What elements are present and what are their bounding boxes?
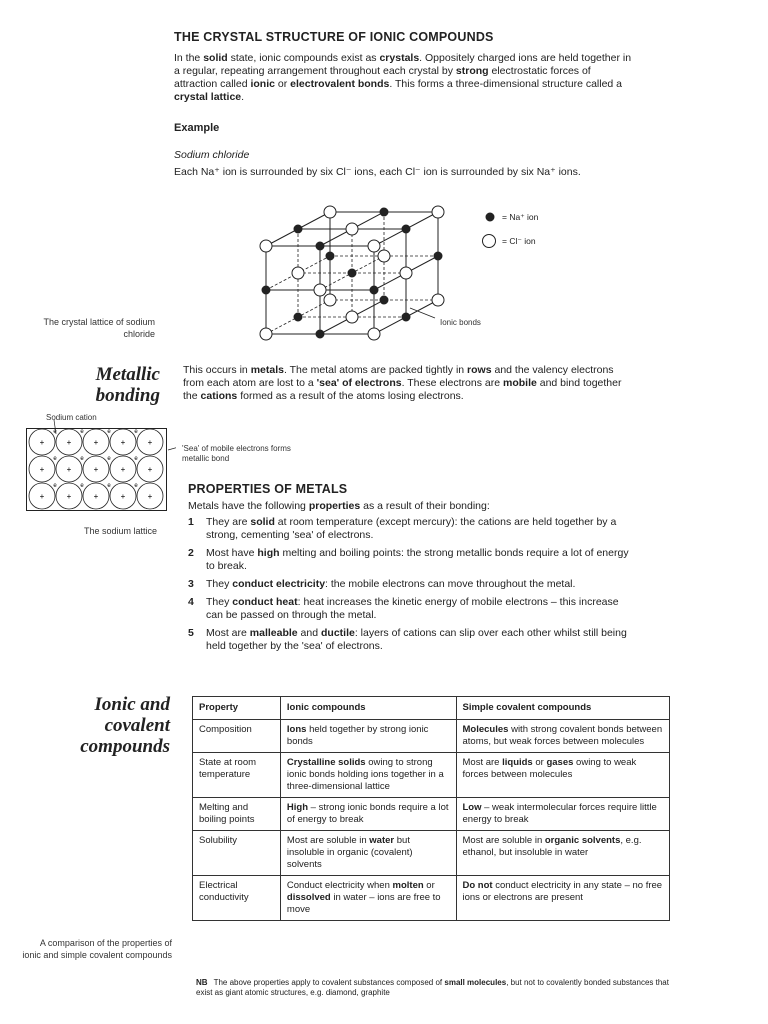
list-item [188, 578, 638, 591]
electron-label: e [80, 456, 84, 462]
list-item-text: They conduct electricity: the mobile electrons can move throughout the metal. [206, 578, 576, 590]
table-cell-ionic: Ions held together by strong ionic bonds [280, 720, 456, 753]
cation-plus-sign: + [39, 438, 45, 447]
example-name: Sodium chloride [174, 149, 250, 161]
electron-label: e [53, 483, 57, 489]
section-title-properties: PROPERTIES OF METALS [188, 482, 348, 496]
table-row [193, 876, 670, 921]
cation-plus-sign: + [147, 492, 153, 501]
table-cell-covalent: Most are soluble in organic solvents, e.g. ethanol, but insoluble in water [456, 831, 670, 876]
cation-plus-sign: + [120, 492, 126, 501]
section-title-crystal: THE CRYSTAL STRUCTURE OF IONIC COMPOUNDS [174, 30, 494, 44]
list-item-number: 4 [188, 596, 194, 608]
comparison-caption: A comparison of the properties of ionic and simple covalent compounds [22, 938, 172, 960]
cation-plus-sign: + [147, 465, 153, 474]
table-cell-covalent: Most are liquids or gases owing to weak forces between molecules [456, 753, 670, 798]
electron-label: e [53, 429, 57, 435]
nb-note [196, 978, 676, 998]
sodium-lattice-caption: The sodium lattice [83, 526, 157, 536]
metallic-bonding-paragraph: This occurs in metals. The metal atoms are packed tightly in rows and the valency electrons from each atom are lost to a 'sea' of electrons. These electrons are mobile and bind together the cations formed as a result of the atoms losing electrons. [183, 364, 622, 402]
table-cell-ionic: Conduct electricity when molten or dissolved in water – ions are free to move [280, 876, 456, 921]
legend-na-label: = Na⁺ ion [502, 212, 539, 222]
list-item [188, 596, 638, 622]
table-row [193, 753, 670, 798]
list-item [188, 516, 638, 542]
nb-label: NB [196, 978, 208, 987]
list-item [188, 627, 638, 653]
list-item-number: 1 [188, 516, 194, 528]
cl-ion-legend-icon [481, 233, 497, 249]
cation-plus-sign: + [39, 465, 45, 474]
header-covalent: Simple covalent compounds [456, 697, 670, 720]
header-ionic: Ionic compounds [280, 697, 456, 720]
sodium-cation-label: Sodium cation [46, 413, 97, 422]
properties-list [188, 516, 638, 658]
legend-cl-label: = Cl⁻ ion [502, 236, 536, 246]
list-item-number: 3 [188, 578, 194, 590]
list-item-text: Most are malleable and ductile: layers of cations can slip over each other whilst still being held together by the 'sea' of electrons. [206, 627, 627, 652]
example-heading: Example [174, 122, 220, 134]
table-cell-covalent: Do not conduct electricity in any state – no free ions or electrons are present [456, 876, 670, 921]
cation-plus-sign: + [93, 465, 99, 474]
electron-label: e [107, 456, 111, 462]
table-header-row [193, 697, 670, 720]
table-row [193, 798, 670, 831]
cation-plus-sign: + [66, 438, 72, 447]
ionic-covalent-heading: Ionic and covalent compounds [80, 694, 170, 757]
sea-of-electrons-label: 'Sea' of mobile electrons forms metallic bond [182, 444, 291, 463]
electron-label: e [53, 456, 57, 462]
table-cell-property: Solubility [193, 831, 281, 876]
list-item-text: They are solid at room temperature (except mercury): the cations are held together by a strong, cementing 'sea' of electrons. [206, 516, 617, 541]
na-ion-legend-icon [483, 210, 497, 224]
nacl-lattice-caption: The crystal lattice of sodium chloride [43, 317, 155, 339]
cation-plus-sign: + [93, 438, 99, 447]
cation-plus-sign: + [120, 438, 126, 447]
table-cell-property: State at room temperature [193, 753, 281, 798]
comparison-table [192, 696, 670, 921]
electron-label: e [107, 483, 111, 489]
table-row [193, 720, 670, 753]
crystal-intro-paragraph: In the solid state, ionic compounds exist as crystals. Oppositely charged ions are held together in a regular, repeating arrangement throughout each crystal by strong electrostatic forces of attraction called ionic or electrovalent bonds. This forms a three-dimensional structure called a crystal lattice. [174, 52, 632, 103]
example-text: Each Na⁺ ion is surrounded by six Cl⁻ ions, each Cl⁻ ion is surrounded by six Na⁺ ions. [174, 166, 581, 178]
electron-label: e [134, 483, 138, 489]
list-item-number: 5 [188, 627, 194, 639]
cation-plus-sign: + [147, 438, 153, 447]
cation-plus-sign: + [39, 492, 45, 501]
electron-label: e [134, 429, 138, 435]
cation-plus-sign: + [66, 492, 72, 501]
table-cell-property: Composition [193, 720, 281, 753]
electron-label: e [80, 429, 84, 435]
cation-plus-sign: + [66, 465, 72, 474]
nb-text: The above properties apply to covalent substances composed of small molecules, but not to covalently bonded substances that exist as giant atomic structures, e.g. diamond, graphite [196, 978, 669, 997]
table-cell-ionic: High – strong ionic bonds require a lot of energy to break [280, 798, 456, 831]
list-item [188, 547, 638, 573]
ionic-bonds-label: Ionic bonds [440, 318, 481, 327]
table-cell-ionic: Crystalline solids owing to strong ionic bonds holding ions together in a three-dimensional lattice [280, 753, 456, 798]
nacl-lattice-diagram [250, 200, 470, 350]
list-item-number: 2 [188, 547, 194, 559]
table-cell-covalent: Molecules with strong covalent bonds between atoms, but weak forces between molecules [456, 720, 670, 753]
list-item-text: They conduct heat: heat increases the kinetic energy of mobile electrons – this increase can be passed on through the metal. [206, 596, 619, 621]
cation-plus-sign: + [120, 465, 126, 474]
table-cell-ionic: Most are soluble in water but insoluble in organic (covalent) solvents [280, 831, 456, 876]
table-cell-covalent: Low – weak intermolecular forces require little energy to break [456, 798, 670, 831]
header-property: Property [193, 697, 281, 720]
table-cell-property: Melting and boiling points [193, 798, 281, 831]
table-row [193, 831, 670, 876]
list-item-text: Most have high melting and boiling points: the strong metallic bonds require a lot of energy to break. [206, 547, 629, 572]
properties-intro: Metals have the following properties as a result of their bonding: [188, 500, 490, 512]
electron-label: e [80, 483, 84, 489]
sodium-lattice-diagram [26, 420, 176, 520]
electron-label: e [107, 429, 111, 435]
electron-label: e [134, 456, 138, 462]
table-cell-property: Electrical conductivity [193, 876, 281, 921]
cation-plus-sign: + [93, 492, 99, 501]
metallic-bonding-heading: Metallic bonding [95, 364, 160, 406]
